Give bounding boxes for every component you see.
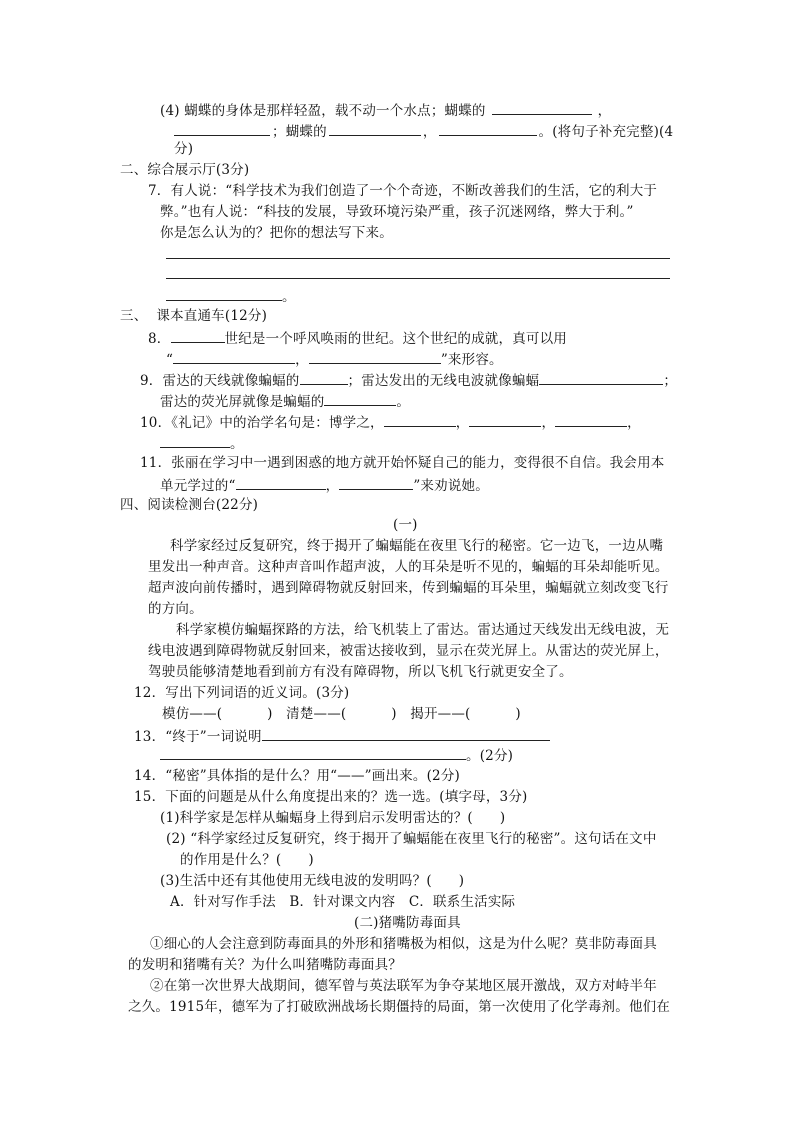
q9-line1: 9．雷达的天线就像蝙蝠的 ；雷达发出的无线电波就像蝙蝠 ； xyxy=(140,370,677,390)
q7-text-2: 弊。”也有人说：“科技的发展，导致环境污染严重，孩子沉迷网络，弊大于利。” xyxy=(160,204,634,220)
passage-1-text: 线电波遇到障碍物就反射回来，被雷达接收到，显示在荧光屏上。从雷达的荧光屏上， xyxy=(148,643,669,659)
q10-line2: 。 xyxy=(160,433,244,453)
q13-line2: 。(2分) xyxy=(160,745,513,765)
q4-line1: (4) 蝴蝶的身体是那样轻盈，载不动一个水点；蝴蝶的 ， xyxy=(160,100,611,120)
q12-words: 模仿——( ) 清楚——( ) 揭开——( ) xyxy=(162,706,521,722)
passage-1-text: 科学家模仿蝙蝠探路的方法，给飞机装上了雷达。雷达通过天线发出无线电波，无 xyxy=(176,622,670,638)
passage-1-text: 里发出一种声音。这种声音叫作超声波，人的耳朵是听不见的，蝙蝠的耳朵却能听见。 xyxy=(148,559,669,575)
passage-2-title: (二)猪嘴防毒面具 xyxy=(354,915,461,931)
answer-blank[interactable] xyxy=(166,286,282,301)
passage-1-text: 超声波向前传播时，遇到障碍物就反射回来，传到蝙蝠的耳朵里，蝙蝠就立刻改变飞行 xyxy=(148,580,669,596)
passage-2-text: ①细心的人会注意到防毒面具的外形和猪嘴极为相似，这是为什么呢？莫非防毒面具 xyxy=(150,936,657,952)
answer-line[interactable] xyxy=(166,278,670,279)
answer-blank[interactable] xyxy=(160,433,230,448)
passage-2-text: 的发明和猪嘴有关？为什么叫猪嘴防毒面具？ xyxy=(128,957,402,973)
q15-item-2: (2) “科学家经过反复研究，终于揭开了蝙蝠能在夜里飞行的秘密”。这句话在文中 xyxy=(166,831,657,847)
answer-blank[interactable] xyxy=(174,121,270,136)
passage-1-text: 科学家经过反复研究，终于揭开了蝙蝠能在夜里飞行的秘密。它一边飞，一边从嘴 xyxy=(170,538,664,554)
passage-2-text: 之久。1915年，德军为了打破欧洲战场长期僵持的局面，第一次使用了化学毒剂。他们在 xyxy=(128,999,671,1015)
q15-item-3: (3)生活中还有其他使用无线电波的发明吗？( ) xyxy=(160,873,465,889)
answer-blank[interactable] xyxy=(262,726,550,741)
q14-text: 14．“秘密”具体指的是什么？用“——”画出来。(2分) xyxy=(134,768,461,784)
answer-blank[interactable] xyxy=(236,475,326,490)
q8-line1: 8． 世纪是一个呼风唤雨的世纪。这个世纪的成就，真可以用 xyxy=(148,328,567,348)
q8-line2: “ ， ”来形容。 xyxy=(166,349,503,369)
q7-text-3: 你是怎么认为的？把你的想法写下来。 xyxy=(160,225,393,241)
q4-line3: 分) xyxy=(174,141,194,157)
section-heading-2: 二、综合展示厅(3分) xyxy=(120,162,250,178)
q11-line2: 单元学过的“ ， ”来劝说她。 xyxy=(160,475,489,495)
answer-blank[interactable] xyxy=(173,349,295,364)
q9-line2: 雷达的荧光屏就像是蝙蝠的 。 xyxy=(160,391,410,411)
passage-1-text: 的方向。 xyxy=(148,601,203,617)
q7-answer-end: 。 xyxy=(166,286,296,306)
q12-text: 12．写出下列词语的近义词。(3分) xyxy=(134,685,350,701)
passage-1-title: (一) xyxy=(393,517,418,533)
q15-item-1: (1)科学家是怎样从蝙蝠身上得到启示发明雷达的？( ) xyxy=(160,810,506,826)
answer-blank[interactable] xyxy=(300,370,348,385)
q10-line1: 10．《礼记》中的治学名句是：博学之， ， ， ， xyxy=(140,412,641,432)
answer-blank[interactable] xyxy=(439,121,537,136)
q15-item-2: 的作用是什么？( ) xyxy=(180,852,314,868)
answer-blank[interactable] xyxy=(555,412,627,427)
answer-line[interactable] xyxy=(166,258,670,259)
q11-line1: 11．张丽在学习中一遇到困惑的地方就开始怀疑自己的能力，变得很不自信。我会用本 xyxy=(140,455,665,471)
q15-options: A．针对写作手法 B．针对课文内容 C．联系生活实际 xyxy=(170,894,516,910)
q13-line1: 13．“终于”一词说明 xyxy=(134,726,550,746)
answer-blank[interactable] xyxy=(324,391,396,406)
answer-blank[interactable] xyxy=(539,370,663,385)
answer-blank[interactable] xyxy=(329,121,421,136)
answer-blank[interactable] xyxy=(492,100,592,115)
passage-1-text: 驾驶员能够清楚地看到前方有没有障碍物，所以飞机飞行就更安全了。 xyxy=(148,664,573,680)
section-heading-4: 四、阅读检测台(22分) xyxy=(120,497,259,513)
section-heading-3: 三、 课本直通车(12分) xyxy=(120,308,268,324)
answer-blank[interactable] xyxy=(469,412,541,427)
answer-blank[interactable] xyxy=(339,475,413,490)
q7-text-1: 7．有人说：“科学技术为我们创造了一个个奇迹，不断改善我们的生活，它的利大于 xyxy=(148,183,658,199)
answer-blank[interactable] xyxy=(171,328,225,343)
q4-line2: ；蝴蝶的 ， 。(将句子补充完整)(4 xyxy=(174,121,673,141)
answer-blank[interactable] xyxy=(160,745,466,760)
passage-2-text: ②在第一次世界大战期间，德军曾与英法联军为争夺某地区展开激战，双方对峙半年 xyxy=(150,978,657,994)
answer-blank[interactable] xyxy=(384,412,456,427)
q15-text: 15．下面的问题是从什么角度提出来的？选一选。(填字母，3分) xyxy=(134,789,528,805)
answer-blank[interactable] xyxy=(309,349,441,364)
